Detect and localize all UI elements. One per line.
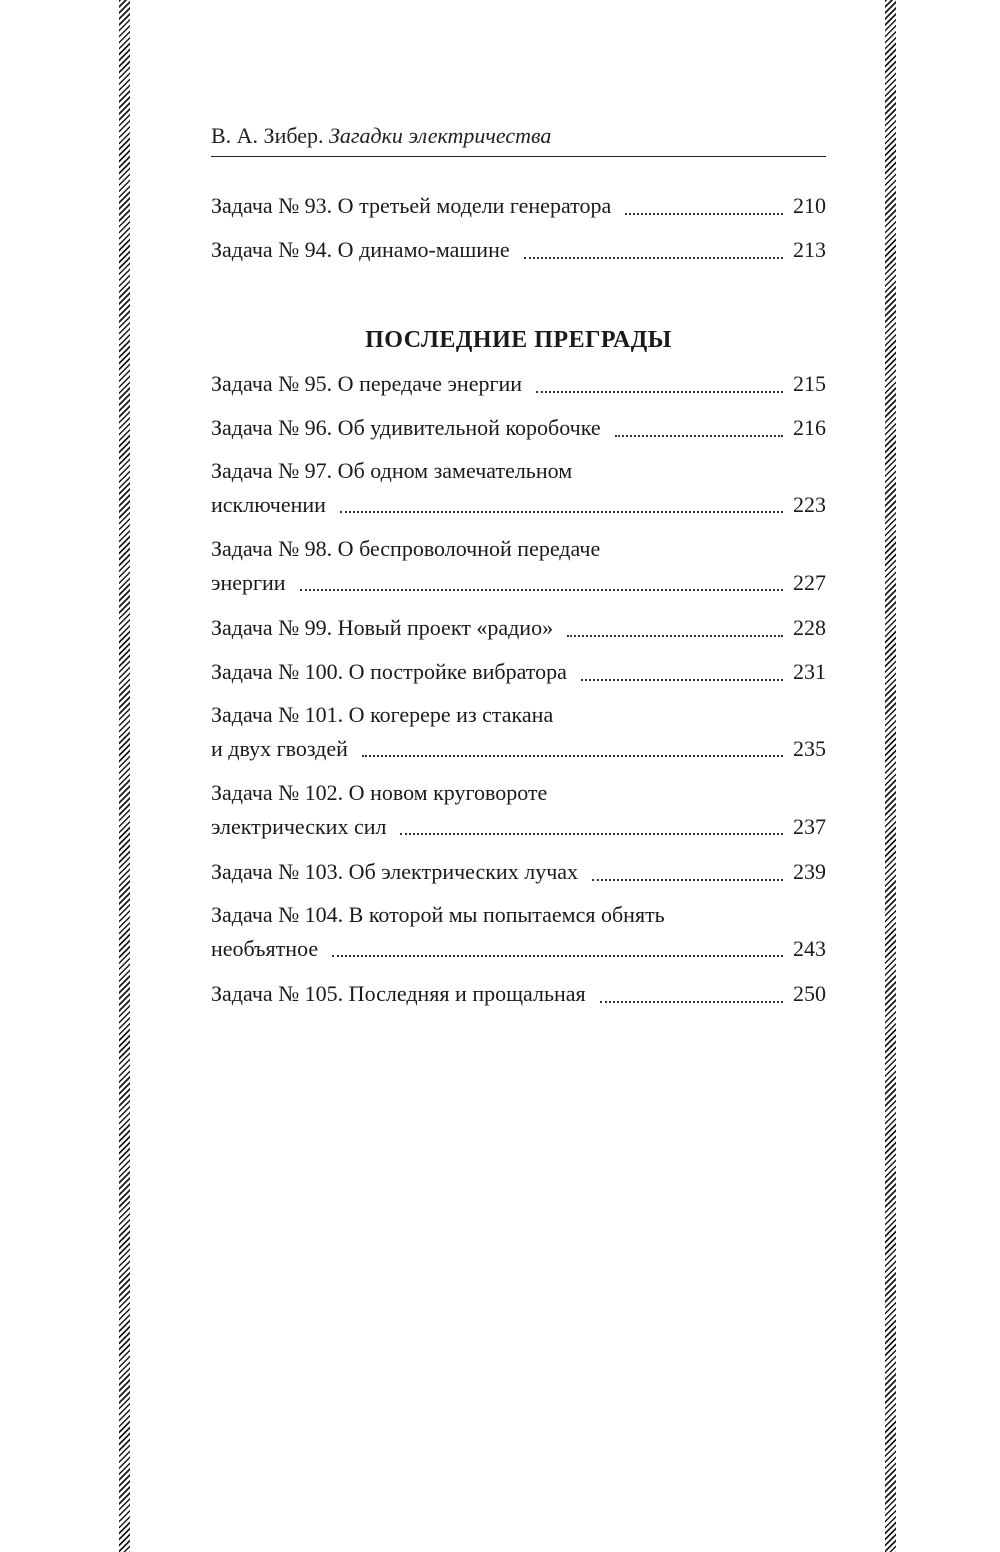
toc-entry-title-line2: и двух гвоздей: [211, 736, 348, 761]
toc-entry-title-line2: энергии: [211, 570, 286, 595]
toc-entry[interactable]: [211, 654, 826, 690]
toc-entry-title-line1: Задача № 102. О новом круговороте: [211, 780, 548, 805]
toc-entry-page: 239: [793, 859, 826, 884]
toc-entry[interactable]: [211, 698, 826, 766]
toc-entry-page: 235: [793, 736, 826, 761]
dot-leader: [615, 435, 783, 437]
toc-entry[interactable]: [211, 610, 826, 646]
toc-list-previous-section: [211, 188, 826, 276]
toc-list-section: [211, 366, 826, 1020]
toc-entry-page: 243: [793, 936, 826, 961]
running-head-title: Загадки электричества: [329, 123, 552, 148]
toc-entry-page: 250: [793, 981, 826, 1006]
decorative-border-right: [885, 0, 896, 1552]
toc-entry-title: Задача № 93. О третьей модели генератора: [211, 193, 612, 218]
toc-entry-title: Задача № 96. Об удивительной коробочке: [211, 415, 601, 440]
toc-entry[interactable]: [211, 898, 826, 966]
toc-entry-title-line1: Задача № 97. Об одном замечательном: [211, 458, 573, 483]
toc-entry-title-line2: исключении: [211, 492, 326, 517]
toc-entry-page: 231: [793, 659, 826, 684]
toc-entry-title: Задача № 105. Последняя и прощальная: [211, 981, 586, 1006]
toc-entry-title-line1: Задача № 98. О беспроволочной передаче: [211, 536, 601, 561]
toc-entry-page: 210: [793, 193, 826, 218]
toc-entry-title-line2: необъятное: [211, 936, 319, 961]
toc-entry-page: 223: [793, 492, 826, 517]
toc-entry-page: 227: [793, 570, 826, 595]
dot-leader: [340, 511, 783, 513]
toc-entry-title-line1: Задача № 101. О когерере из стакана: [211, 702, 554, 727]
toc-entry-title: Задача № 103. Об электрических лучах: [211, 859, 579, 884]
dot-leader: [600, 1001, 783, 1003]
dot-leader: [300, 589, 783, 591]
toc-entry-page: 237: [793, 814, 826, 839]
dot-leader: [524, 257, 783, 259]
toc-entry-page: 216: [793, 415, 826, 440]
toc-entry-title: Задача № 95. О передаче энергии: [211, 371, 523, 396]
dot-leader: [536, 391, 783, 393]
dot-leader: [625, 213, 783, 215]
section-heading: ПОСЛЕДНИЕ ПРЕГРАДЫ: [365, 327, 672, 353]
toc-entry[interactable]: [211, 532, 826, 600]
dot-leader: [362, 755, 783, 757]
toc-entry-title-line2: электрических сил: [211, 814, 387, 839]
toc-entry[interactable]: [211, 410, 826, 446]
toc-entry[interactable]: [211, 454, 826, 522]
decorative-border-left: [119, 0, 130, 1552]
dot-leader: [400, 833, 783, 835]
toc-entry-title: Задача № 99. Новый проект «радио»: [211, 615, 554, 640]
toc-entry[interactable]: [211, 776, 826, 844]
dot-leader: [581, 679, 783, 681]
toc-entry-page: 228: [793, 615, 826, 640]
running-head-author: В. А. Зибер.: [211, 123, 324, 148]
toc-entry-page: 215: [793, 371, 826, 396]
toc-entry-title-line1: Задача № 104. В которой мы попытаемся обнять: [211, 902, 665, 927]
toc-entry[interactable]: [211, 854, 826, 890]
running-head: [211, 121, 826, 157]
toc-entry-page: 213: [793, 237, 826, 262]
dot-leader: [567, 635, 783, 637]
toc-entry[interactable]: [211, 366, 826, 402]
dot-leader: [332, 955, 783, 957]
toc-entry[interactable]: [211, 232, 826, 268]
toc-entry-title: Задача № 94. О динамо-машине: [211, 237, 510, 262]
toc-entry-title: Задача № 100. О постройке вибратора: [211, 659, 567, 684]
toc-entry[interactable]: [211, 976, 826, 1012]
dot-leader: [592, 879, 783, 881]
toc-entry[interactable]: [211, 188, 826, 224]
